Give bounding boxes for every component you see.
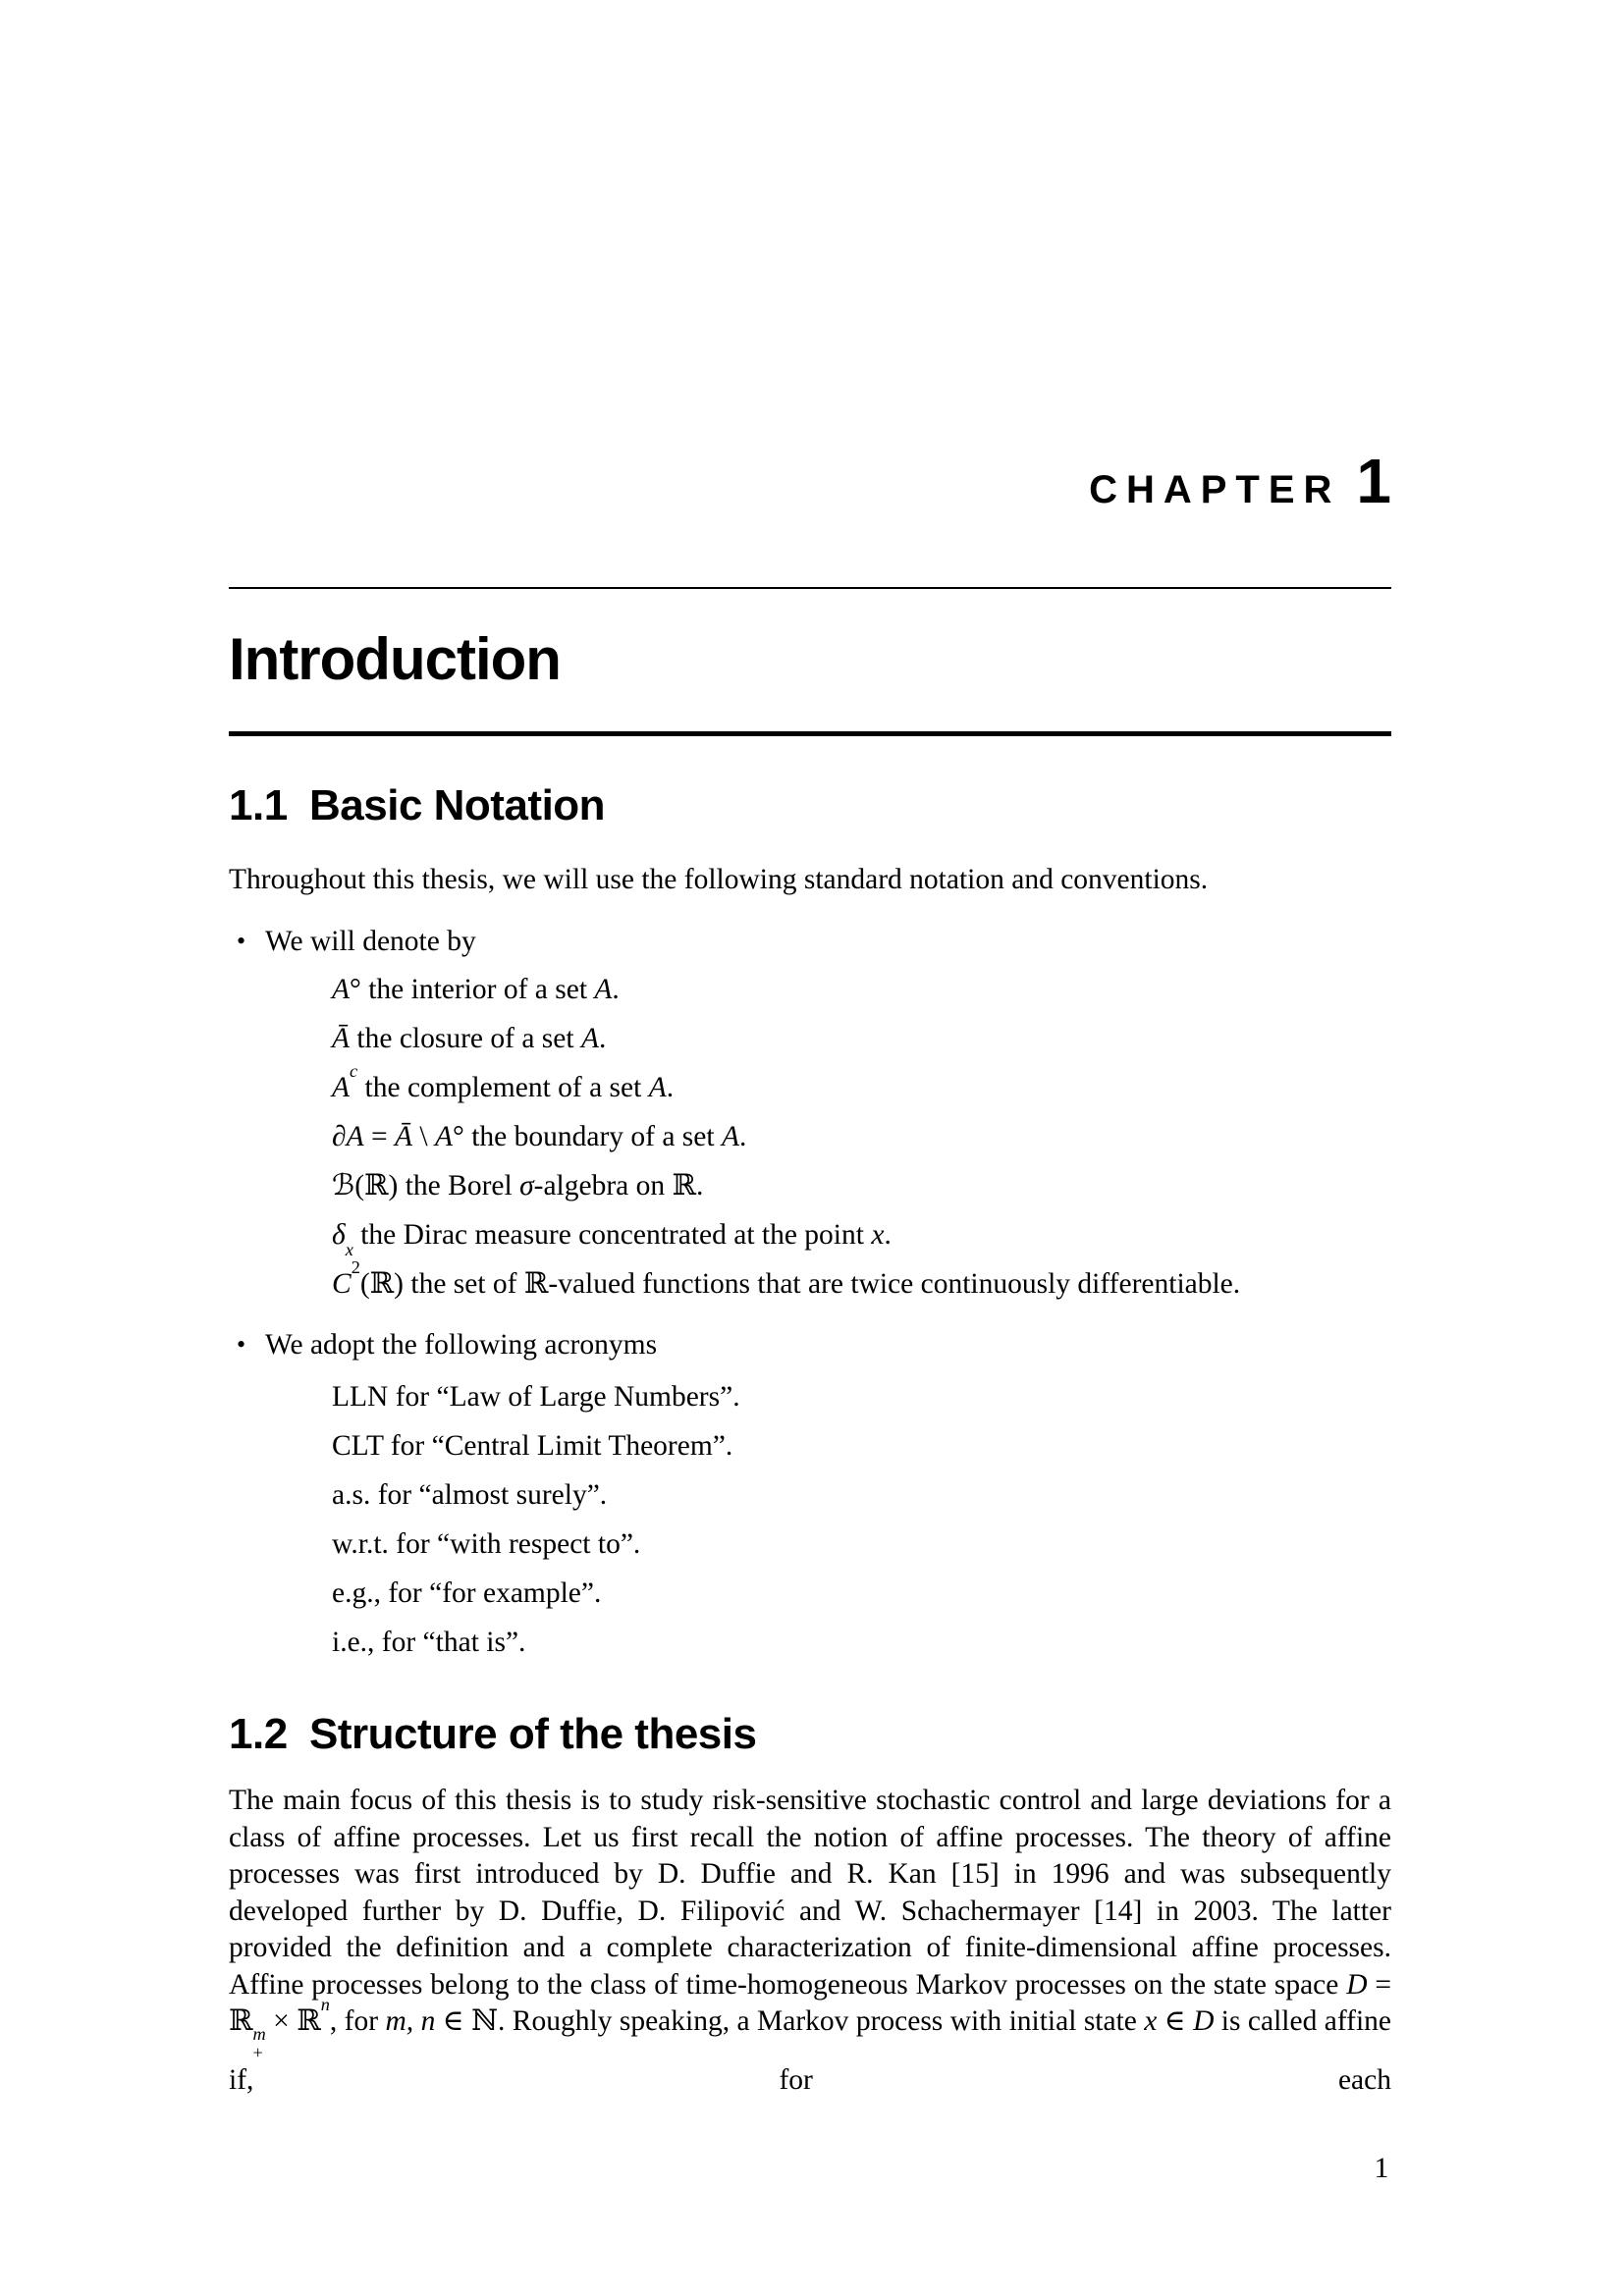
acronym-item: CLT for “Central Limit Theorem”. xyxy=(332,1430,733,1462)
notation-item: $\delta_x$ the Dirac measure concentrated at the point x. xyxy=(332,1219,892,1259)
section-number: 1.2 xyxy=(229,1710,288,1758)
notation-item: $A^c$ the complement of a set A. xyxy=(332,1061,675,1103)
acronym-item: a.s. for “almost surely”. xyxy=(332,1479,608,1511)
structure-paragraph: The main focus of this thesis is to study risk-sensitive stochastic control and large deviations for a class of affine processes. Let us first recall the notion of affine processes. The theory of affine processes was first introduced by D. Duffie and R. Kan [15] in 1996 and was subsequently developed further by D. Duffie, D. Filipović and W. Schachermayer [14] in 2003. The latter provided the definition and a complete characterization of finite-dimensional affine processes. Affine processes belong to the class of time-homogeneous Markov processes on the state space D = ℝ m + × ℝ$^n$, for m, n ∈ ℕ. Roughly speaking, a Markov process with initial state x ∈ D is called affine if, for each xyxy=(229,1785,1391,2096)
notation-item: A° the interior of a set A. xyxy=(332,974,620,1005)
notation-item: Ā the closure of a set A. xyxy=(332,1023,607,1054)
bullet-icon: • xyxy=(237,1330,246,1359)
page-number: 1 xyxy=(1374,2152,1389,2184)
title-rule xyxy=(229,731,1391,736)
chapter-label: CHAPTER xyxy=(1089,468,1341,511)
acronym-item: i.e., for “that is”. xyxy=(332,1627,526,1658)
acronym-item: LLN for “Law of Large Numbers”. xyxy=(332,1381,740,1413)
notation-item: ∂A = Ā \ A° the boundary of a set A. xyxy=(332,1121,747,1152)
notation-list xyxy=(332,965,1391,1308)
notation-intro-paragraph: Throughout this thesis, we will use the following standard notation and conventions. xyxy=(229,864,1209,895)
notation-item: $C^2(ℝ)$ the set of ℝ-valued functions that are twice continuously differentiable. xyxy=(332,1257,1241,1300)
notation-item: ℬ(ℝ) the Borel σ-algebra on ℝ. xyxy=(332,1170,704,1201)
section-heading-basic-notation xyxy=(229,781,606,829)
acronym-item: e.g., for “for example”. xyxy=(332,1577,602,1609)
chapter-header xyxy=(229,446,1391,516)
bullet-denote xyxy=(237,924,1391,959)
section-title: Structure of the thesis xyxy=(309,1710,757,1758)
bullet-acronyms-label: We adopt the following acronyms xyxy=(265,1329,658,1361)
header-rule xyxy=(229,587,1391,589)
section-title: Basic Notation xyxy=(309,781,606,829)
bullet-denote-label: We will denote by xyxy=(265,926,476,957)
section-number: 1.1 xyxy=(229,781,288,829)
bullet-icon: • xyxy=(237,927,246,955)
section-heading-structure xyxy=(229,1710,757,1758)
acronym-list xyxy=(332,1372,1391,1667)
chapter-title: Introduction xyxy=(229,626,561,692)
bullet-acronyms xyxy=(237,1327,1391,1362)
acronym-item: w.r.t. for “with respect to”. xyxy=(332,1528,641,1560)
chapter-number: 1 xyxy=(1356,446,1391,516)
